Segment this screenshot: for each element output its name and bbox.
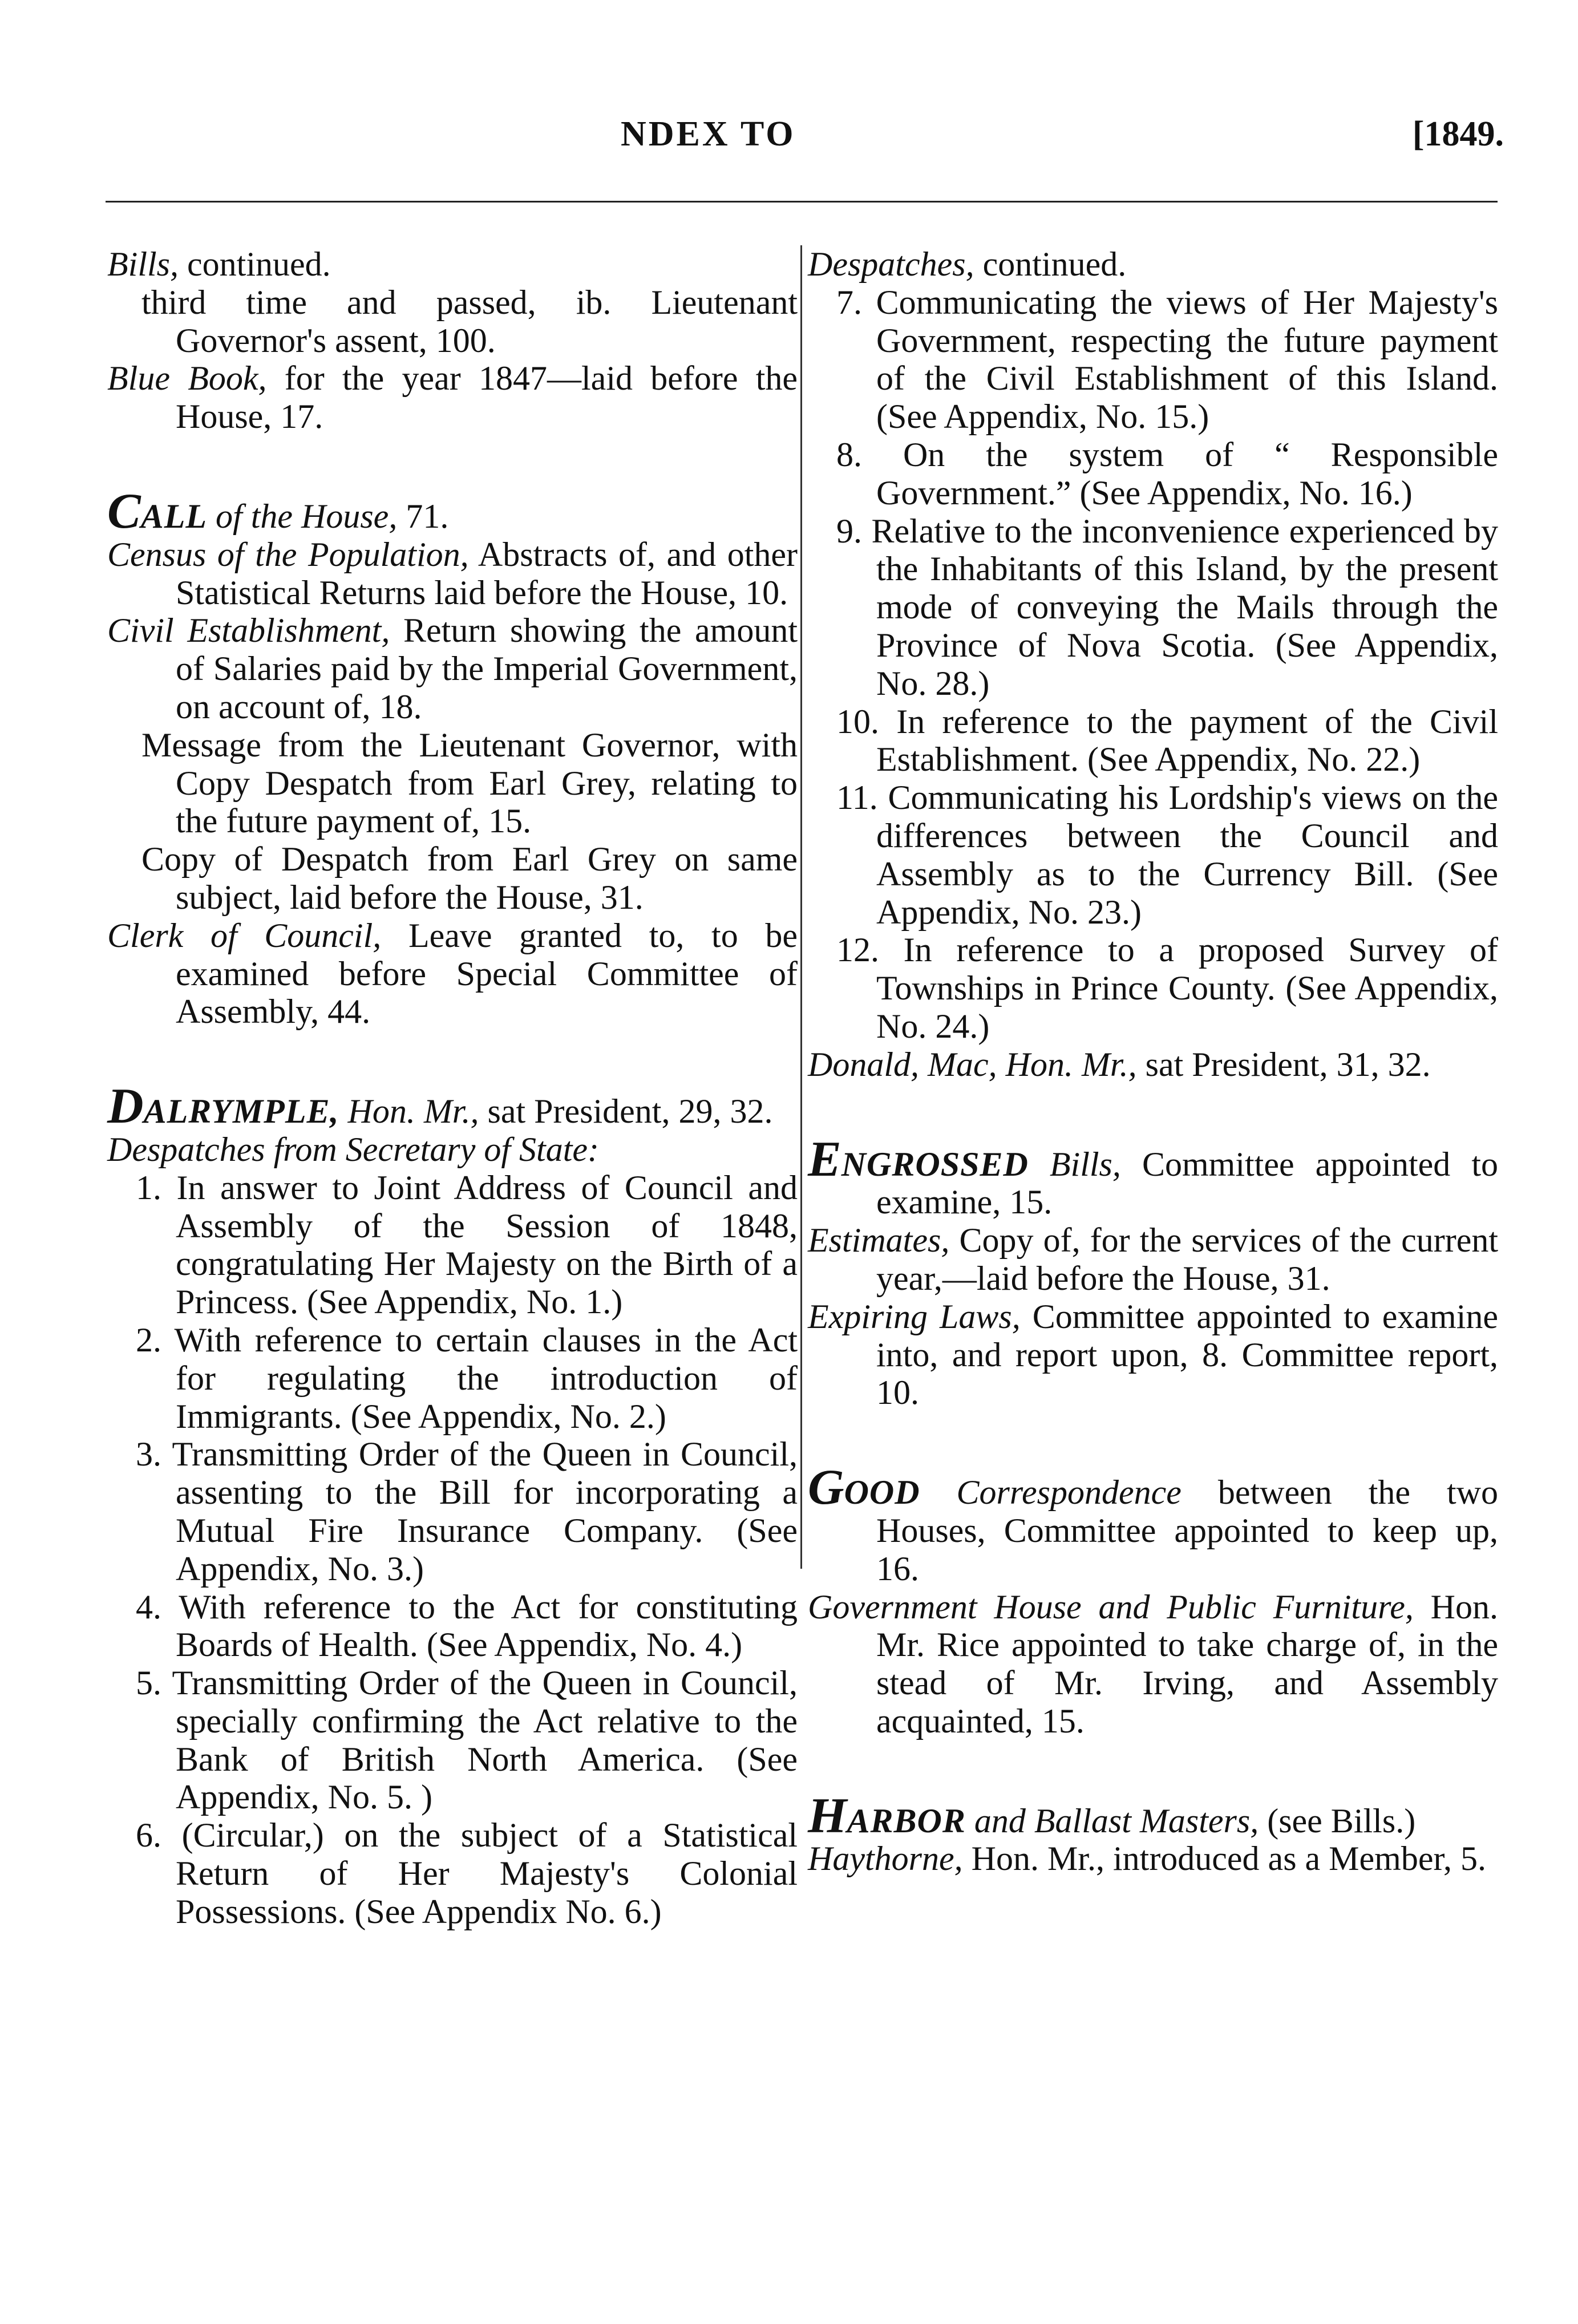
- column-divider: [800, 245, 802, 1569]
- despatch-item: 7. Communicating the views of Her Majesty's Government, respecting the future payment of the Civil Establishment of this Island. (See Appendix, No. 15.): [836, 283, 1499, 436]
- index-entry-letter-d: DALRYMPLE, Hon. Mr., sat President, 29, 32.: [107, 1079, 773, 1135]
- despatch-item: 12. In reference to a proposed Survey of Townships in Prince County. (See Appendix, No. 24.): [836, 931, 1498, 1045]
- page-year: [1849.: [1412, 115, 1504, 153]
- index-entry: Estimates, Copy of, for the services of the current year,—laid before the House, 31.: [808, 1221, 1498, 1297]
- right-column: [808, 245, 1498, 1878]
- index-entry-letter-c: CALL of the House, 71.: [107, 483, 449, 539]
- index-entry: Census of the Population, Abstracts of, and other Statistical Returns laid before the House, 10.: [107, 535, 798, 612]
- index-subentry: Copy of Despatch from Earl Grey on same subject, laid before the House, 31.: [141, 840, 798, 916]
- despatch-item: 9. Relative to the inconvenience experienced by the Inhabitants of this Island, by the present mode of conveying the Mails through the Province of Nova Scotia. (See Appendix, No. 28.): [836, 512, 1498, 702]
- despatch-item: 2. With reference to certain clauses in the Act for regulating the introduction of Immigrants. (See Appendix, No. 2.): [136, 1321, 798, 1435]
- index-entry: Clerk of Council, Leave granted to, to be examined before Special Committee of Assembly, 44.: [107, 916, 798, 1031]
- despatch-item: 10. In reference to the payment of the Civil Establishment. (See Appendix, No. 22.): [836, 702, 1499, 779]
- running-title: NDEX TO: [621, 115, 796, 153]
- index-entry: Haythorne, Hon. Mr., introduced as a Member, 5.: [808, 1840, 1487, 1878]
- index-entry-letter-e: ENGROSSED Bills, Committee appointed to examine, 15.: [808, 1131, 1498, 1221]
- index-entry: Civil Establishment, Return showing the amount of Salaries paid by the Imperial Government, on account of, 18.: [107, 612, 798, 726]
- despatch-item: 5. Transmitting Order of the Queen in Council, specially confirming the Act relative to the Bank of British North America. (See Appendix, No. 5. ): [136, 1664, 798, 1816]
- index-subentry: Message from the Lieutenant Governor, with Copy Despatch from Earl Grey, relating to the future payment of, 15.: [141, 726, 798, 840]
- header-rule: [106, 201, 1498, 203]
- index-entry: Expiring Laws, Committee appointed to examine into, and report upon, 8. Committee report, 10.: [808, 1297, 1498, 1412]
- index-entry: Government House and Public Furniture, Hon. Mr. Rice appointed to take charge of, in the stead of Mr. Irving, and Assembly acquainted, 15.: [808, 1588, 1498, 1740]
- index-entry: Donald, Mac, Hon. Mr., sat President, 31, 32.: [808, 1045, 1431, 1083]
- despatch-item: 4. With reference to the Act for constituting Boards of Health. (See Appendix, No. 4.): [136, 1588, 798, 1664]
- page-header: [0, 114, 1578, 165]
- despatch-item: 3. Transmitting Order of the Queen in Council, assenting to the Bill for incorporating a Mutual Fire Insurance Company. (See Appendix, No. 3.): [136, 1435, 798, 1588]
- index-entry-letter-h: HARBOR and Ballast Masters, (see Bills.): [808, 1788, 1416, 1844]
- index-entry: Despatches, continued.: [808, 245, 1127, 283]
- index-entry: third time and passed, ib. Lieutenant Governor's assent, 100.: [141, 283, 798, 359]
- index-entry: Blue Book, for the year 1847—laid before the House, 17.: [107, 359, 798, 436]
- despatch-item: 6. (Circular,) on the subject of a Statistical Return of Her Majesty's Colonial Possessions. (See Appendix No. 6.): [136, 1816, 798, 1930]
- despatch-item: 8. On the system of “ Responsible Government.” (See Appendix, No. 16.): [836, 435, 1499, 512]
- index-entry-letter-g: GOOD Correspondence between the two Houses, Committee appointed to keep up, 16.: [808, 1460, 1498, 1588]
- left-column: [107, 245, 798, 1931]
- index-entry: Bills, continued.: [107, 245, 331, 283]
- despatch-item: 1. In answer to Joint Address of Council and Assembly of the Session of 1848, congratulating Her Majesty on the Birth of a Princess. (See Appendix, No. 1.): [136, 1168, 798, 1321]
- index-entry: Despatches from Secretary of State:: [107, 1130, 600, 1168]
- despatch-item: 11. Communicating his Lordship's views on the differences between the Council and Assembly as to the Currency Bill. (See Appendix, No. 23.): [836, 779, 1498, 931]
